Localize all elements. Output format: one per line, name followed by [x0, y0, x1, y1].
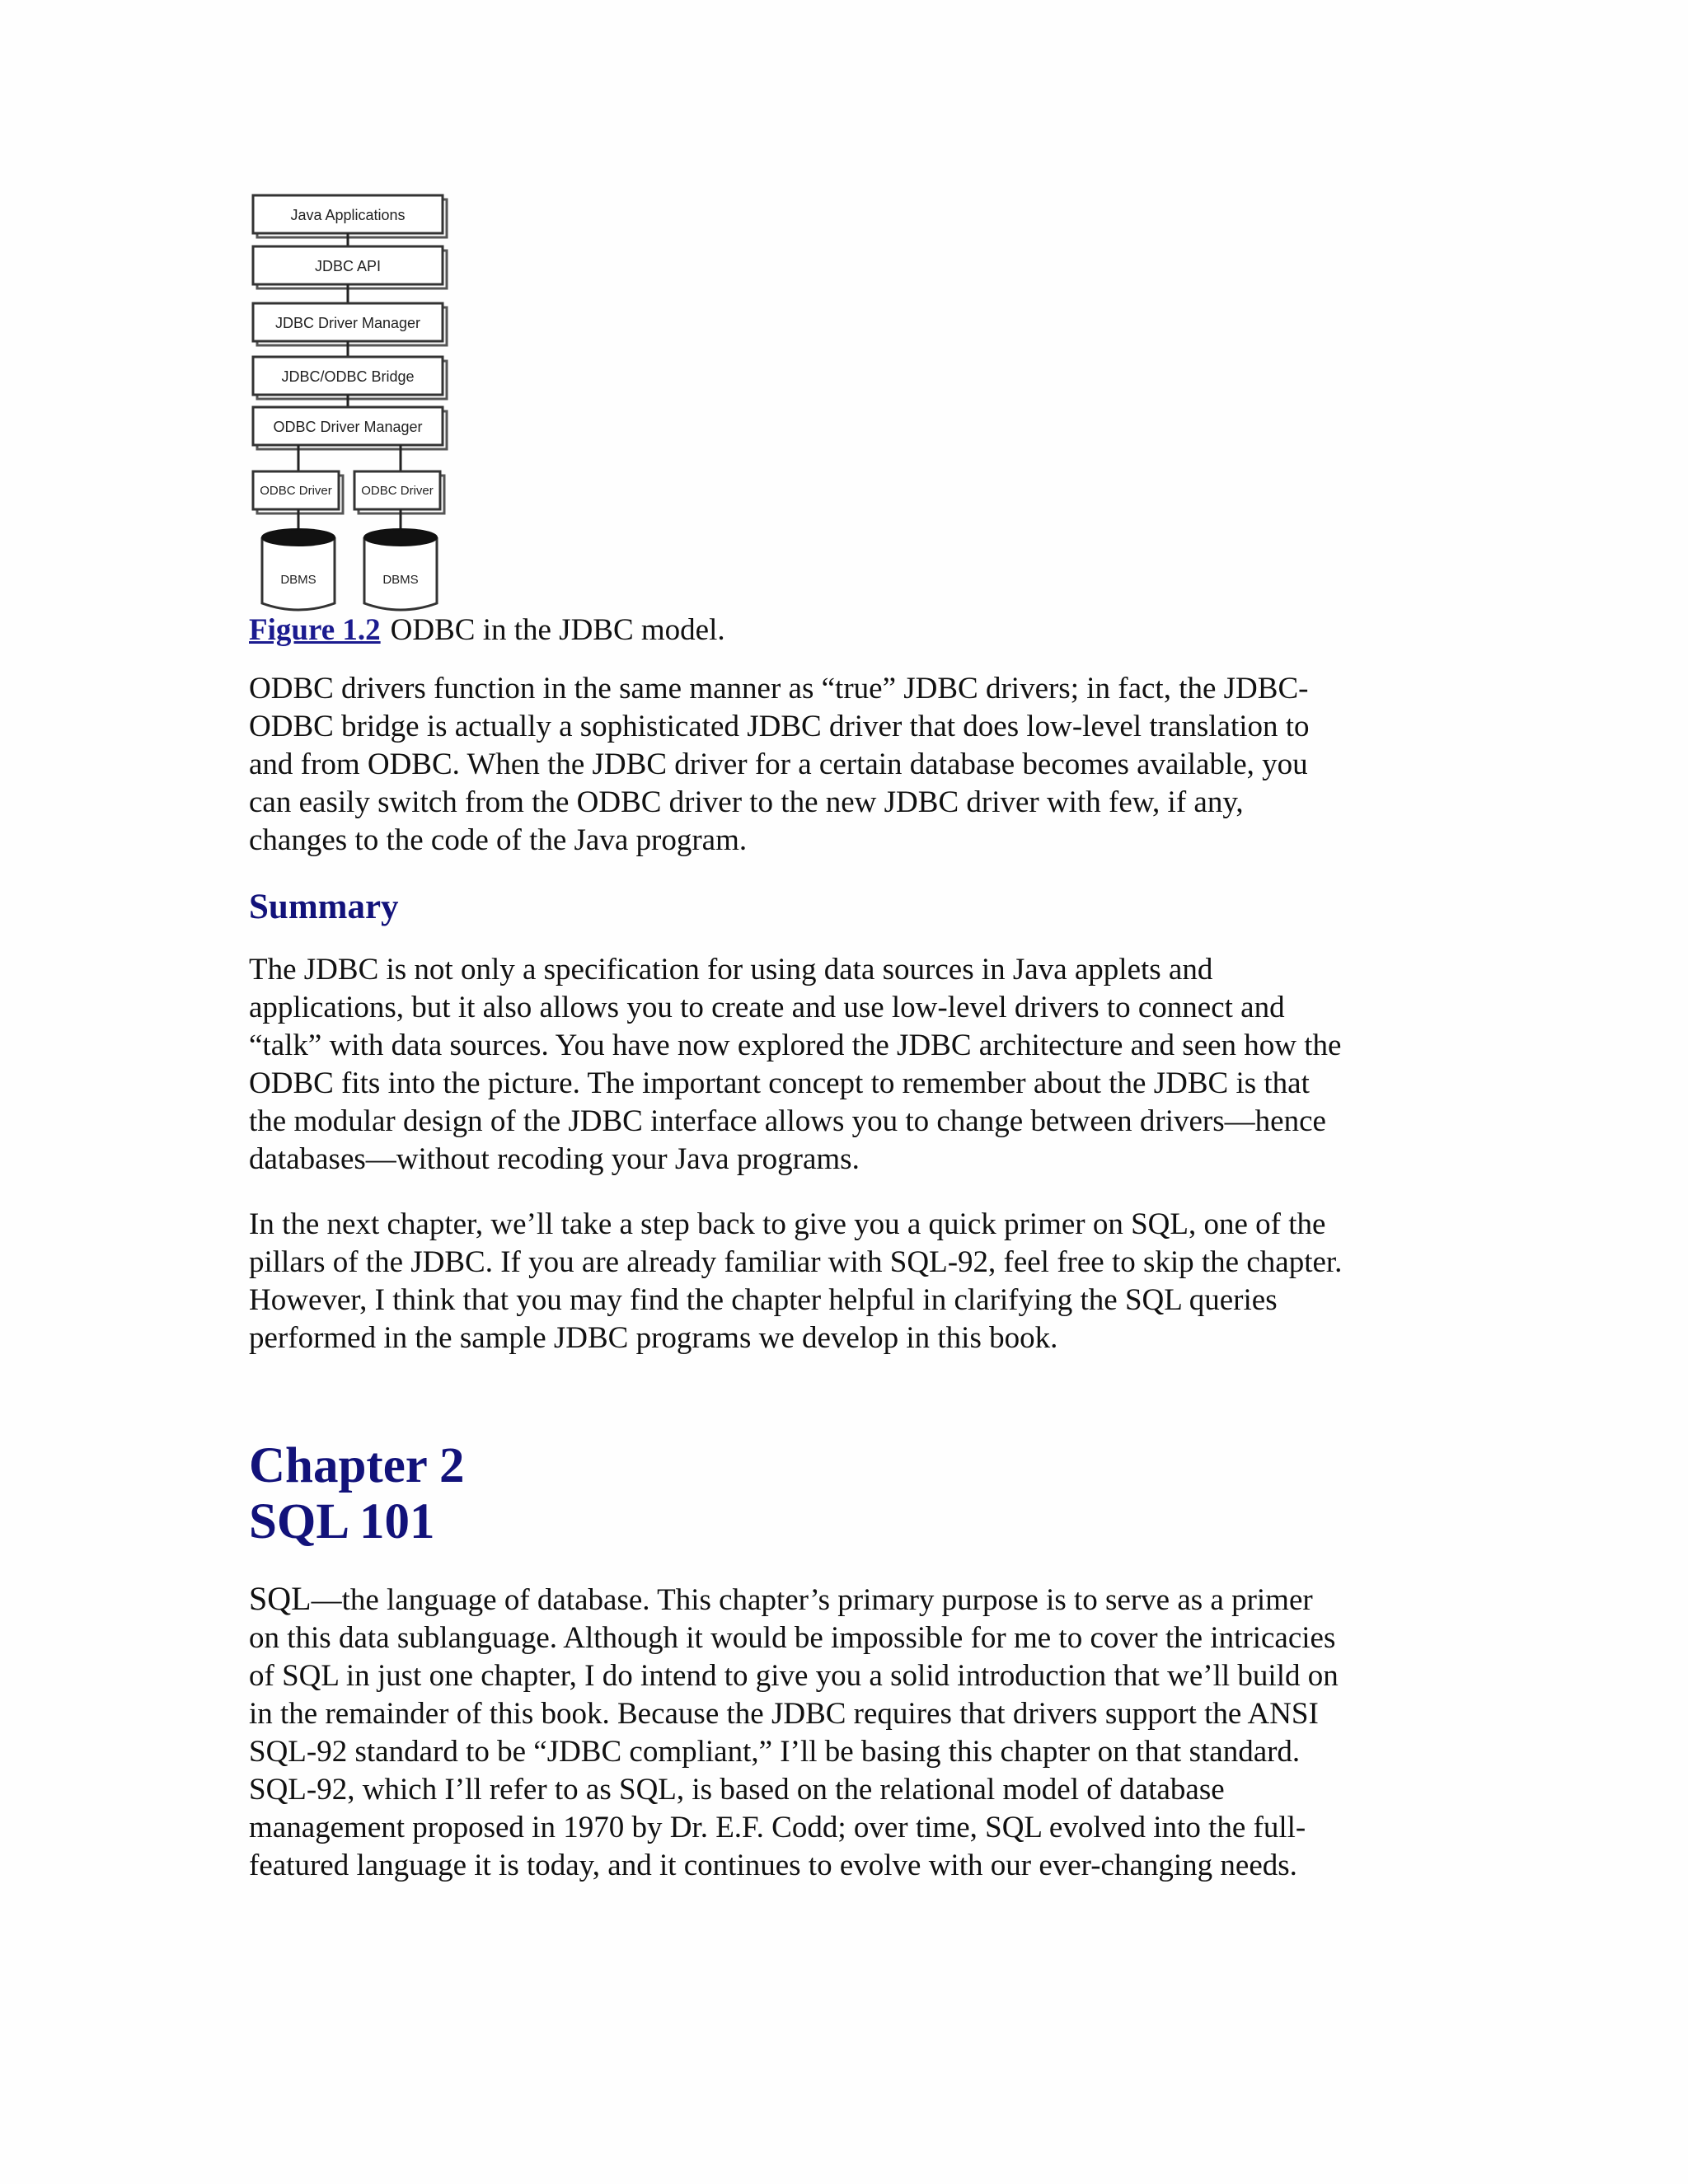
diagram-box-label: JDBC Driver Manager [274, 315, 421, 331]
diagram-dbms-label: DBMS [382, 573, 419, 587]
odbc-drivers-paragraph: ODBC drivers function in the same manner as “true” JDBC drivers; in fact, the JDBC- ODBC bridge is actually a sophisticated JDBC driver that does low-level translation to and from ODBC. When the JDBC driver for a certain database becomes available, you can easily switch from the ODBC driver to the new JDBC driver with few, if any, changes to the code of the Java program. [249, 672, 1310, 857]
diagram-box-label: JDBC API [314, 258, 382, 274]
diagram-box-odbc-driver-1 [253, 471, 343, 513]
chapter-intro-paragraph [249, 1580, 1452, 1885]
chapter-intro-lead: SQL [249, 1580, 312, 1617]
summary-paragraph-2: In the next chapter, we’ll take a step back to give you a quick primer on SQL, one of the pillars of the JDBC. If you are already familiar with SQL-92, feel free to skip the chapter. However, I think that you may find the chapter helpful in clarifying the SQL queries performed in the sample JDBC programs we develop in this book. [249, 1207, 1343, 1355]
diagram-dbms-cylinder-2 [364, 529, 437, 610]
diagram-box-label: ODBC Driver [361, 484, 434, 498]
diagram-box-jdbc-api [253, 246, 447, 288]
diagram-box-java-applications [253, 195, 447, 237]
diagram-box-label: ODBC Driver Manager [273, 419, 423, 435]
figure-caption-text: ODBC in the JDBC model. [390, 613, 725, 647]
summary-paragraph-1: The JDBC is not only a specification for using data sources in Java applets and applications, but it also allows you to create and use low-level drivers to connect and “talk” with data sources. You have now explored the JDBC architecture and seen how the ODBC fits into the picture. The important concept to remember about the JDBC is that the modular design of the JDBC interface allows you to change between drivers—hence databases—without recoding your Java programs. [249, 953, 1342, 1176]
jdbc-odbc-diagram [247, 191, 462, 613]
document-content [249, 612, 1452, 1912]
chapter-intro-text: —the language of database. This chapter’s primary purpose is to serve as a primer on this data sublanguage. Although it would be impossible for me to cover the intricacies of SQL in just one chapter, I do intend to give you a solid introduction that we’ll build on in the remainder of this book. Because the JDBC requires that drivers support the ANSI SQL-92 standard to be “JDBC compliant,” I’ll be basing this chapter on that standard. SQL-92, which I’ll refer to as SQL, is based on the relational model of database management proposed in 1970 by Dr. E.F. Codd; over time, SQL evolved into the full- featured language it is today, and it continues to evolve with our ever-changing needs. [249, 1583, 1339, 1882]
chapter-number: Chapter 2 [249, 1438, 465, 1493]
chapter-title: SQL 101 [249, 1494, 435, 1549]
diagram-dbms-label: DBMS [280, 573, 316, 587]
summary-heading: Summary [249, 888, 399, 926]
diagram-box-label: ODBC Driver [260, 484, 332, 498]
diagram-box-odbc-driver-2 [354, 471, 444, 513]
figure-link[interactable]: Figure 1.2 [249, 613, 381, 647]
chapter-heading [249, 1438, 1452, 1550]
jdbc-odbc-figure [247, 191, 462, 613]
diagram-box-jdbc-odbc-bridge [253, 357, 447, 399]
diagram-box-label: Java Applications [290, 207, 406, 223]
figure-caption [249, 612, 1452, 649]
diagram-box-odbc-driver-manager [253, 407, 447, 449]
diagram-box-jdbc-driver-manager [253, 303, 447, 345]
diagram-box-label: JDBC/ODBC Bridge [281, 368, 415, 385]
diagram-dbms-cylinder-1 [262, 529, 335, 610]
